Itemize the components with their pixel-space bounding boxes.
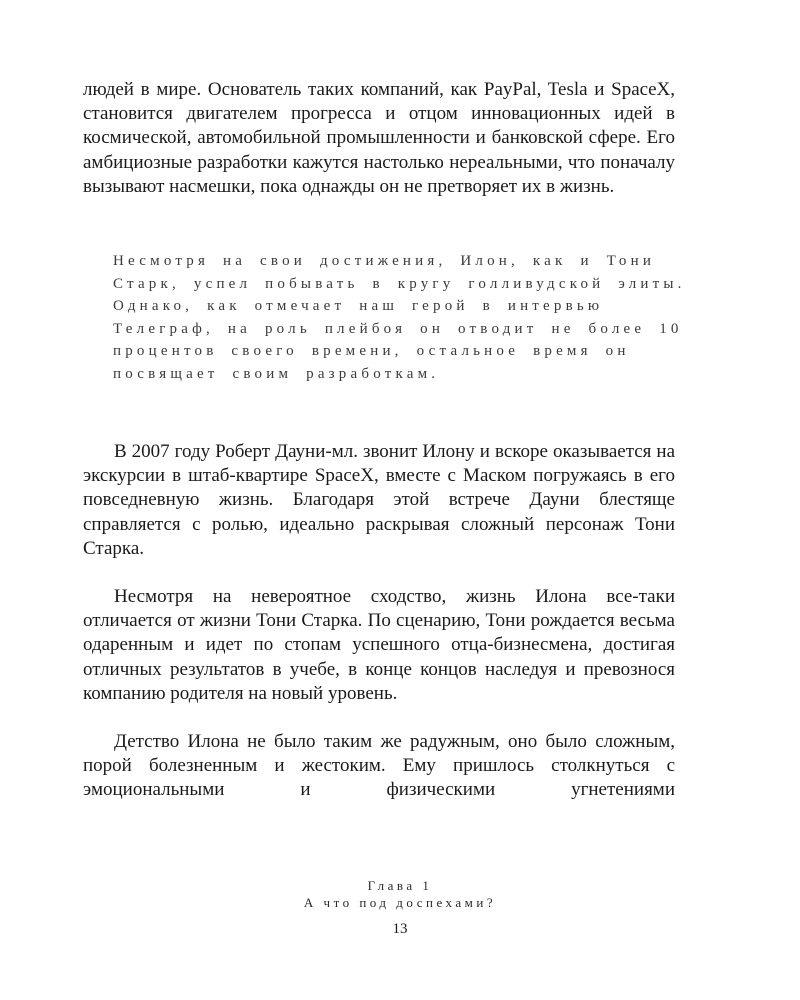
running-head-chapter: Глава 1 [367, 878, 433, 893]
page-footer [0, 877, 800, 939]
paragraph-downey: В 2007 году Роберт Дауни-мл. звонит Илону и вскоре оказывается на экскурсии в штаб-квартире SpaceX, вместе с Маском погружаясь в его повседневную жизнь. Благодаря этой встрече Дауни блестяще справляется с ролью, идеально раскрывая сложный персонаж Тони Старка. [83, 441, 675, 559]
page-body [83, 78, 686, 803]
page-number: 13 [392, 921, 408, 937]
pull-quote: Несмотря на свои достижения, Илон, как и Тони Старк, успел побывать в кругу голливудской элиты. Однако, как отмечает наш герой в интервью Телеграф, на роль плейбоя он отводит не более 10 процентов своего времени, остальное время он посвящает своим разработкам. [113, 253, 686, 382]
paragraph-childhood: Детство Илона не было таким же радужным, оно было сложным, порой болезненным и жестоким. Ему пришлось столкнуться с эмоциональными и физическими угнетениями [83, 731, 675, 801]
running-head-chapter-title: А что под доспехами? [303, 895, 497, 910]
paragraph-similarity: Несмотря на невероятное сходство, жизнь Илона все-таки отличается от жизни Тони Старка. По сценарию, Тони рождается весьма одаренным и идет по стопам успешного отца-бизнесмена, достигая отличных результатов в учебе, в конце концов наследуя и превознося компанию родителя на новый уровень. [83, 586, 675, 704]
paragraph-intro: людей в мире. Основатель таких компаний, как PayPal, Tesla и SpaceX, становится двигателем прогресса и отцом инновационных идей в космической, автомобильной промышленности и банковской сфере. Его амбициозные разработки кажутся настолько нереальными, что поначалу вызывают насмешки, пока однажды он не претворяет их в жизнь. [83, 79, 675, 197]
